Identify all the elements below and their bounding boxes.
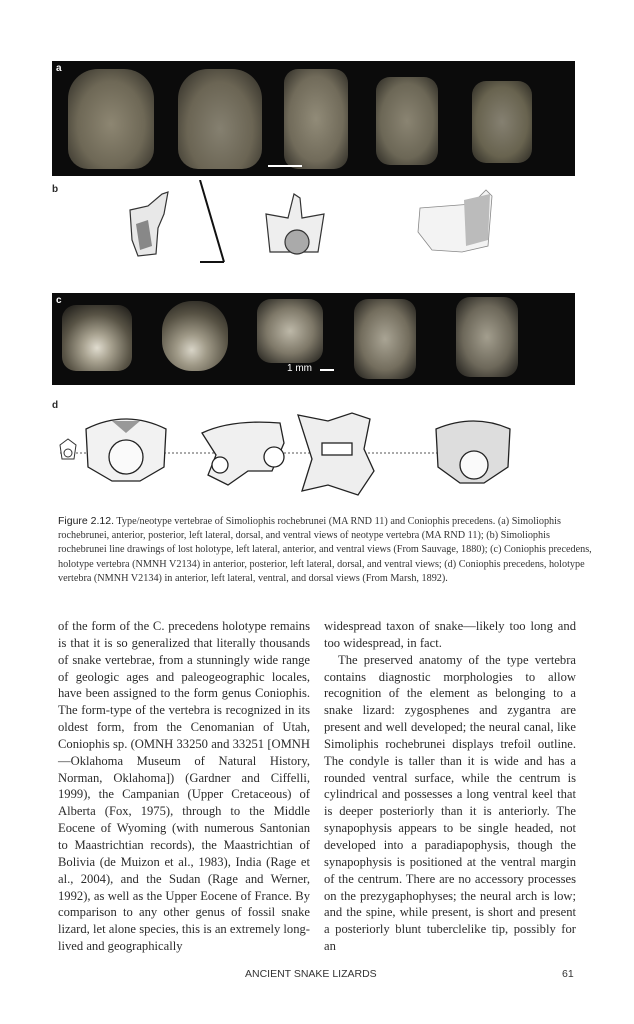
paragraph: widespread taxon of snake—likely too long and too widespread, in fact. — [324, 619, 576, 650]
page-number: 61 — [562, 968, 574, 980]
fossil-photo-dorsal — [354, 299, 416, 379]
figure-panel-d — [52, 395, 575, 505]
fossil-photo-ventral — [472, 81, 532, 163]
right-column — [324, 618, 576, 955]
scale-bar — [200, 180, 224, 262]
running-footer-title: ANCIENT SNAKE LIZARDS — [245, 968, 377, 980]
drawing-anterior — [266, 194, 324, 254]
drawing-ventral — [418, 190, 492, 252]
caption-text: Type/neotype vertebrae of Simoliophis rochebrunei (MA RND 11) and Coniophis precedens. (a) Simoliophis rochebrunei, anterior, posterior, left lateral, dorsal, and ventral views of neotype vertebra (MA RND 11); (b) Simoliophis rochebrunei line drawings of lost holotype, left lateral, anterior, and ventral views (From Sauvage, 1880); (c) Coniophis precedens, holotype vertebra (NMNH V2134) in anterior, posterior, left lateral, dorsal, and ventral views; (d) Coniophis precedens, holotype vertebra (NMNH V2134) in anterior, left lateral, ventral, and dorsal views (From Marsh, 1892). — [58, 516, 592, 584]
figure-panel-a — [52, 61, 575, 176]
scale-bar — [268, 165, 302, 167]
left-column — [58, 618, 310, 955]
drawing-left-lateral — [202, 422, 284, 485]
fossil-photo-ventral — [456, 297, 518, 377]
drawing-anterior — [86, 419, 166, 481]
panel-label-b: b — [52, 184, 59, 195]
figure-panel-b — [52, 180, 575, 280]
fossil-photo-left-lateral — [284, 69, 348, 169]
figure-panel-c — [52, 293, 575, 385]
panel-label-a: a — [56, 63, 62, 74]
fossil-photo-anterior — [68, 69, 154, 169]
drawing-ventral — [298, 413, 374, 495]
panel-label-d: d — [52, 400, 59, 411]
scale-bar — [320, 369, 334, 371]
panel-label-c: c — [56, 295, 62, 306]
figure-number: Figure 2.12. — [58, 515, 115, 527]
scale-label: 1 mm — [287, 363, 312, 374]
fossil-photo-anterior — [62, 305, 132, 371]
drawing-dorsal — [436, 421, 510, 483]
drawing-left-lateral — [130, 192, 168, 256]
paragraph: of the form of the C. precedens holotype remains is that it is so generalized that literally thousands of snake vertebrae, from a stunningly wide range of geologic ages and paleogeographic locales, have been assigned to the form genus Coniophis. The form-type of the vertebra is recognized in its oldest form, from the Cenomanian of Utah, Coniophis sp. (OMNH 33250 and 33251 [OMNH—Oklahoma Museum of Natural History, Norman, Oklahoma]) (Gardner and Ciffelli, 1999), the Campanian (Upper Cretaceous) of Alberta (Fox, 1975), through to the Middle Eocene of Wyoming (with numerous Santonian to Maastrichtian records), the Maastrichtian of Bolivia (de Muizon et al., 1983), India (Rage et al., 2004), and the Sudan (Rage and Werner, 1992), as well as the Upper Eocene of France. By comparison to any other genus of fossil snake lizard, let alone species, this is an extremely long-lived and geographically — [58, 619, 310, 954]
drawing-anterior-small — [60, 439, 76, 459]
figure-caption — [58, 514, 598, 586]
fossil-photo-posterior — [162, 301, 228, 371]
fossil-photo-posterior — [178, 69, 262, 169]
fossil-photo-left-lateral — [257, 299, 323, 363]
paragraph: The preserved anatomy of the type vertebra contains diagnostic morphologies to allow recognition of the element as belonging to a snake lizard: zygosphenes and zygantra are present and well developed; the neural canal, like Simoliphis rochebrunei displays trefoil outline. The condyle is taller than it is wide and has a rounded ventral surface, while the centrum is cylindrical and possesses a long ventral keel that is deeper posteriorly than it is anteriorly. The synapophysis appears to be single headed, not developed into a paradiapophysis, though the synapophysis is positioned at the ventral margin of the centrum. There are no accessory processes on the prezygaphophyses; the neural arch is low; and the spine, while present, is short and present a posteriorly blunt tuberclelike tip, possibly for an — [324, 652, 576, 954]
fossil-photo-dorsal — [376, 77, 438, 165]
